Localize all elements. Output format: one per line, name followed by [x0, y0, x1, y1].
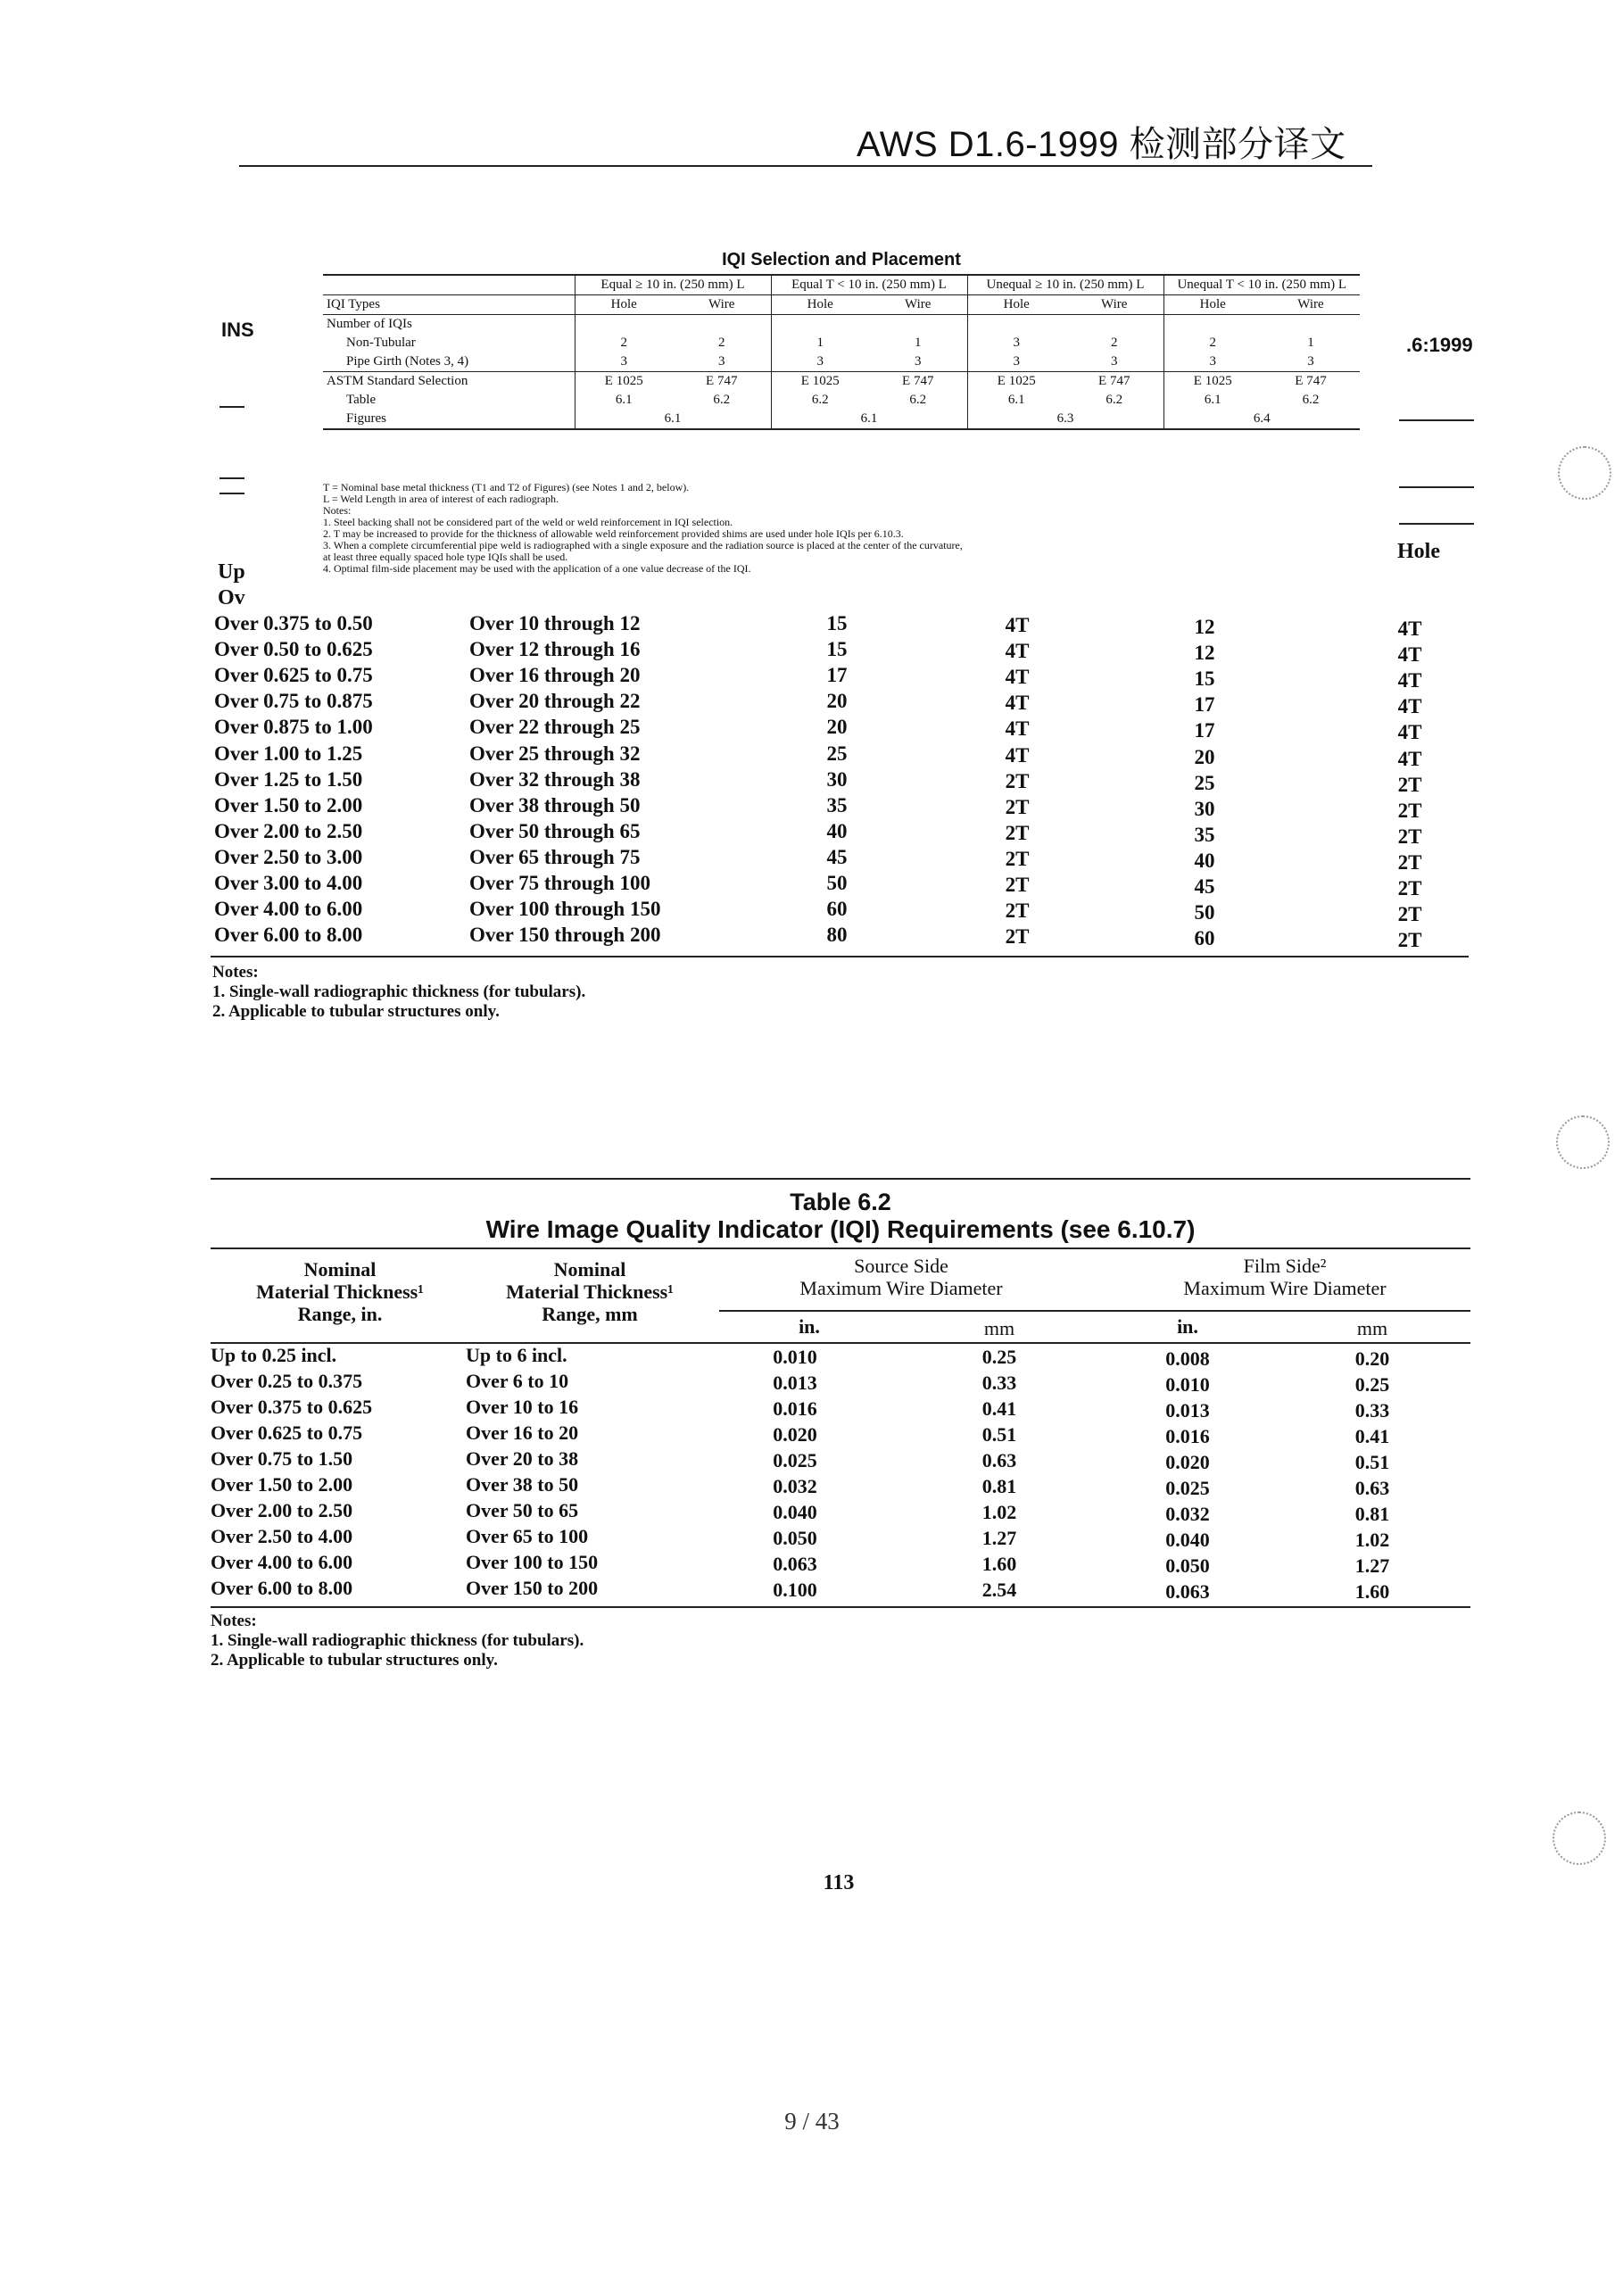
table-cell: Over 1.50 to 2.00 [211, 1473, 353, 1496]
margin-dash [1399, 523, 1474, 525]
iqi-caption: IQI Selection and Placement [722, 250, 961, 269]
table-cell: Over 0.625 to 0.75 [211, 1422, 363, 1444]
table-cell: 2T [1397, 799, 1422, 822]
iqi-subheader: Wire [905, 297, 932, 311]
margin-fragment-ov: Ov [218, 586, 245, 609]
table-cell: Over 6 to 10 [466, 1370, 569, 1392]
iqi-note: 1. Steel backing shall not be considered part of the weld or weld reinforcement in IQI selection. [323, 517, 733, 528]
unit-header: in. [799, 1315, 820, 1338]
iqi-note: 2. T may be increased to provide for the thickness of allowable weld reinforcement provided shims are used under hole IQIs per 6.10.3. [323, 528, 904, 540]
table-cell: Over 1.25 to 1.50 [214, 767, 363, 791]
table-cell: 17 [826, 664, 848, 687]
iqi-cell: E 1025 [967, 372, 1065, 392]
margin-fragment-ins: INS [221, 319, 254, 341]
iqi-cell: 6.2 [713, 393, 731, 407]
table-cell: 0.63 [981, 1449, 1017, 1471]
header-rule [239, 165, 1372, 167]
table-cell: Over 0.25 to 0.375 [211, 1370, 363, 1392]
iqi-subheader: Hole [967, 295, 1065, 315]
header-line: Range, mm [542, 1303, 638, 1325]
table-cell: Over 38 to 50 [466, 1473, 579, 1496]
iqi-cell: E 1025 [1163, 372, 1262, 392]
iqi-cell: 3 [967, 334, 1065, 352]
iqi-cell: E 1025 [771, 372, 869, 392]
iqi-row-label: Table [346, 393, 377, 407]
iqi-selection-table [323, 250, 1360, 430]
table-cell: 1.02 [1354, 1529, 1390, 1551]
iqi-cell: 3 [967, 352, 1065, 372]
iqi-cell: 2 [718, 336, 725, 350]
table-cell: 4T [1397, 695, 1422, 718]
table-cell: Over 0.50 to 0.625 [214, 638, 373, 661]
margin-fragment-hole: Hole [1397, 540, 1440, 563]
table-cell: 2T [1397, 850, 1422, 874]
table-cell: Up to 0.25 incl. [211, 1344, 337, 1366]
iqi-cell: 3 [575, 352, 673, 372]
iqi-cell: 2 [1163, 334, 1262, 352]
table-row [211, 1551, 1470, 1577]
table-cell: 0.020 [1165, 1451, 1210, 1473]
table-cell: Over 0.75 to 0.875 [214, 690, 373, 713]
table-cell: 0.032 [1165, 1503, 1210, 1525]
table-cell: Over 4.00 to 6.00 [214, 898, 363, 921]
table-cell: 2T [1005, 769, 1030, 792]
table-cell: 2T [1397, 903, 1422, 926]
table-cell: 25 [826, 742, 848, 765]
table-cell: 4T [1005, 640, 1030, 663]
table-row [214, 820, 1463, 846]
margin-dash [219, 477, 244, 479]
table-cell: 0.016 [1165, 1425, 1210, 1447]
iqi-cell: 1 [1307, 336, 1314, 350]
iqi-cell: 2 [575, 334, 673, 352]
table-cell: 4T [1005, 666, 1030, 689]
margin-fragment-up: Up [218, 560, 245, 584]
header-line: Source Side [854, 1255, 948, 1277]
table-cell: Over 65 to 100 [466, 1525, 589, 1547]
table-cell: Over 0.375 to 0.625 [211, 1396, 373, 1418]
table-cell: 0.025 [773, 1449, 817, 1471]
table-row [211, 1499, 1470, 1525]
table-row [214, 716, 1463, 742]
table-6-2-title-rule [211, 1247, 1470, 1249]
table-cell: Over 6.00 to 8.00 [211, 1577, 353, 1599]
header-line: Film Side² [1243, 1255, 1327, 1277]
table-cell: Over 4.00 to 6.00 [211, 1551, 353, 1573]
table-row [214, 872, 1463, 898]
table-cell: Over 2.00 to 2.50 [211, 1499, 353, 1521]
note-heading: Notes: [211, 1612, 257, 1630]
table-cell: Over 150 through 200 [469, 924, 661, 947]
table-cell: 0.050 [773, 1527, 817, 1549]
table-row [214, 664, 1463, 690]
table-row [214, 742, 1463, 768]
table-cell: 0.20 [1354, 1347, 1390, 1370]
table-cell: Over 25 through 32 [469, 742, 641, 765]
table-cell: Over 16 through 20 [469, 664, 641, 687]
table-cell: 0.050 [1165, 1554, 1210, 1577]
table-6-2-bottom-rule [211, 1606, 1470, 1608]
table-cell: Over 50 through 65 [469, 819, 641, 842]
table-cell: 35 [826, 793, 848, 816]
table-cell: 4T [1397, 721, 1422, 744]
iqi-cell: 6.2 [1105, 393, 1123, 407]
iqi-cell: 6.2 [1302, 393, 1320, 407]
table-cell: 0.63 [1354, 1477, 1390, 1499]
table-cell: 0.063 [773, 1553, 817, 1575]
iqi-subheader: Wire [708, 297, 735, 311]
table-cell: Over 0.75 to 1.50 [211, 1447, 353, 1470]
table-cell: 60 [826, 898, 848, 921]
margin-dash [1399, 419, 1474, 421]
table-cell: 4T [1397, 669, 1422, 692]
table-row [214, 690, 1463, 716]
table-row [214, 768, 1463, 794]
table-cell: 0.33 [981, 1372, 1017, 1394]
table-cell: Over 1.00 to 1.25 [214, 742, 363, 765]
note-item: 2. Applicable to tubular structures only. [211, 1651, 498, 1670]
table-row [211, 1344, 1470, 1370]
table-cell: 17 [1194, 693, 1215, 717]
table-cell: 2T [1397, 773, 1422, 796]
iqi-group-header: Equal T < 10 in. (250 mm) L [771, 275, 967, 295]
iqi-group-header: Unequal ≥ 10 in. (250 mm) L [967, 275, 1163, 295]
note-heading: Notes: [212, 963, 259, 982]
table-cell: 45 [1194, 875, 1215, 898]
table-cell: 17 [1194, 719, 1215, 742]
iqi-cell: E 747 [706, 374, 738, 388]
table-cell: 15 [826, 638, 848, 661]
table-cell: 50 [826, 872, 848, 894]
iqi-row-label: Figures [346, 411, 386, 426]
iqi-cell: 3 [1163, 352, 1262, 372]
table-cell: 12 [1194, 642, 1215, 665]
table-cell: 80 [826, 924, 848, 947]
table-cell: Over 2.50 to 4.00 [211, 1525, 353, 1547]
document-header-title: AWS D1.6-1999 检测部分译文 [857, 125, 1346, 164]
table-cell: 30 [826, 767, 848, 791]
table-cell: Over 75 through 100 [469, 872, 650, 894]
margin-dash [1399, 486, 1474, 488]
header-line: Material Thickness¹ [256, 1281, 424, 1303]
iqi-cell: 6.2 [771, 391, 869, 410]
table-cell: Over 1.50 to 2.00 [214, 793, 363, 816]
table-cell: 2T [1005, 795, 1030, 818]
iqi-cell: 6.1 [575, 410, 771, 429]
table-cell: 25 [1194, 771, 1215, 794]
iqi-cell: E 747 [1295, 374, 1327, 388]
margin-dash [219, 406, 244, 408]
iqi-note: Notes: [323, 505, 352, 517]
table-cell: 0.33 [1354, 1399, 1390, 1422]
table-cell: Over 150 to 200 [466, 1577, 599, 1599]
table-cell: 0.25 [981, 1346, 1017, 1368]
printed-page-number: 113 [823, 1871, 855, 1894]
table-cell: Over 20 through 22 [469, 690, 641, 713]
table-cell: Over 50 to 65 [466, 1499, 579, 1521]
table-cell: 0.100 [773, 1579, 817, 1601]
table-cell: 4T [1005, 614, 1030, 636]
table-cell: 0.016 [773, 1397, 817, 1420]
iqi-subheader: Wire [1297, 297, 1324, 311]
table-cell: 20 [826, 716, 848, 739]
table-row [214, 924, 1463, 952]
table-row [211, 1396, 1470, 1422]
margin-dash [219, 493, 244, 494]
table-cell: 0.025 [1165, 1477, 1210, 1499]
iqi-subheader: Hole [1163, 295, 1262, 315]
iqi-row-label: Non-Tubular [346, 336, 416, 350]
iqi-group-header: Unequal T < 10 in. (250 mm) L [1163, 275, 1360, 295]
iqi-cell: E 1025 [575, 372, 673, 392]
iqi-cell: 3 [915, 354, 922, 369]
table-cell: 4T [1397, 643, 1422, 667]
iqi-cell: 3 [1307, 354, 1314, 369]
iqi-cell: 6.1 [967, 391, 1065, 410]
table-row [211, 1577, 1470, 1603]
iqi-cell: 2 [1111, 336, 1118, 350]
table-row [214, 898, 1463, 924]
table-row [211, 1473, 1470, 1499]
table-cell: 0.010 [1165, 1373, 1210, 1396]
table-6-2-title: Wire Image Quality Indicator (IQI) Requirements (see 6.10.7) [485, 1215, 1196, 1243]
iqi-note: 4. Optimal film-side placement may be used with the application of a one value decrease of the IQI. [323, 563, 751, 575]
table-cell: 1.27 [1354, 1554, 1390, 1577]
iqi-cell: 3 [718, 354, 725, 369]
table-cell: 12 [1194, 616, 1215, 638]
iqi-cell: 6.1 [1163, 391, 1262, 410]
table-cell: 35 [1194, 823, 1215, 846]
table-cell: 0.013 [1165, 1399, 1210, 1422]
col-header-thickness-mm [460, 1258, 719, 1325]
iqi-cell: 3 [1111, 354, 1118, 369]
table-row [214, 846, 1463, 872]
table-cell: 4T [1005, 743, 1030, 767]
punch-hole-icon [1556, 1115, 1610, 1169]
col-header-thickness-in [211, 1258, 469, 1325]
table-cell: Over 0.625 to 0.75 [214, 664, 373, 687]
table-cell: 0.032 [773, 1475, 817, 1497]
table-cell: Over 100 to 150 [466, 1551, 599, 1573]
table-cell: 45 [826, 845, 848, 868]
table-cell: 4T [1005, 692, 1030, 715]
table-cell: 4T [1005, 717, 1030, 741]
table-cell: 2T [1005, 821, 1030, 844]
header-line: Maximum Wire Diameter [799, 1277, 1003, 1299]
iqi-row-label: IQI Types [327, 297, 380, 311]
iqi-subheader: Hole [771, 295, 869, 315]
iqi-note: T = Nominal base metal thickness (T1 and T2 of Figures) (see Notes 1 and 2, below). [323, 482, 690, 493]
table-cell: 4T [1397, 618, 1422, 640]
table-cell: 1.60 [1354, 1580, 1390, 1603]
table-cell: 0.51 [1354, 1451, 1390, 1473]
table-cell: 0.25 [1354, 1373, 1390, 1396]
table-cell: 2T [1397, 929, 1422, 952]
col-header-source-side [741, 1255, 1062, 1299]
table-cell: 0.013 [773, 1372, 817, 1394]
iqi-row-label: Pipe Girth (Notes 3, 4) [346, 354, 469, 369]
table-cell: Over 100 through 150 [469, 898, 661, 921]
table-cell: Over 16 to 20 [466, 1422, 579, 1444]
header-line: Nominal [303, 1258, 377, 1281]
table-6-2-notes [211, 1612, 584, 1670]
unit-header: in. [1177, 1315, 1198, 1338]
table-cell: 20 [826, 690, 848, 713]
table-cell: Over 38 through 50 [469, 793, 641, 816]
table-cell: 15 [826, 612, 848, 634]
iqi-cell: 1 [915, 336, 922, 350]
table-cell: 60 [1194, 927, 1215, 950]
table-cell: 0.41 [981, 1397, 1017, 1420]
table-cell: Over 6.00 to 8.00 [214, 924, 363, 947]
punch-hole-icon [1553, 1811, 1606, 1865]
table-cell: 40 [826, 819, 848, 842]
table-cell: 0.008 [1165, 1347, 1210, 1370]
table-cell: Over 0.375 to 0.50 [214, 612, 373, 634]
iqi-cell: 3 [771, 352, 869, 372]
iqi-notes [323, 482, 1376, 575]
iqi-cell: E 747 [1098, 374, 1130, 388]
punch-hole-icon [1558, 446, 1611, 500]
iqi-row-label: ASTM Standard Selection [327, 374, 468, 388]
note-item: 2. Applicable to tubular structures only. [212, 1002, 500, 1021]
table-row [214, 638, 1463, 667]
note-item: 1. Single-wall radiographic thickness (for tubulars). [211, 1631, 584, 1650]
iqi-cell: 6.1 [771, 410, 967, 429]
iqi-note: L = Weld Length in area of interest of each radiograph. [323, 493, 559, 505]
iqi-row-label: Number of IQIs [327, 317, 412, 331]
table-cell: 2T [1397, 825, 1422, 848]
table-cell: 1.60 [981, 1553, 1017, 1575]
table-cell: 4T [1397, 747, 1422, 770]
table-cell: 0.010 [773, 1346, 817, 1368]
header-line: Range, in. [297, 1303, 383, 1325]
iqi-note: 3. When a complete circumferential pipe weld is radiographed with a single exposure and the radiation source is placed at the center of the curvature, [323, 540, 963, 551]
table-cell: 15 [1194, 667, 1215, 691]
table-cell: 2T [1005, 847, 1030, 870]
table-cell: Over 12 through 16 [469, 638, 641, 661]
table-cell: 50 [1194, 901, 1215, 924]
table-cell: 20 [1194, 745, 1215, 768]
table-cell: Over 10 to 16 [466, 1396, 579, 1418]
table-cell: Over 32 through 38 [469, 767, 641, 791]
table-row [211, 1370, 1470, 1396]
table-cell: 1.27 [981, 1527, 1017, 1549]
table-cell: Up to 6 incl. [466, 1344, 567, 1366]
pdf-page-indicator: 9 / 43 [784, 2108, 840, 2134]
table-row [211, 1422, 1470, 1447]
table-row [211, 1447, 1470, 1473]
table-cell: 0.51 [981, 1423, 1017, 1446]
unit-header: mm [983, 1317, 1015, 1339]
table-cell: 2T [1005, 899, 1030, 923]
table-row [214, 612, 1463, 638]
table-cell: 2.54 [981, 1579, 1017, 1601]
iqi-cell: 6.4 [1163, 410, 1360, 429]
table-cell: Over 20 to 38 [466, 1447, 579, 1470]
iqi-cell: E 747 [902, 374, 934, 388]
iqi-cell: 1 [771, 334, 869, 352]
table-cell: 2T [1397, 877, 1422, 899]
table-cell: 0.040 [773, 1501, 817, 1523]
iqi-subheader: Wire [1101, 297, 1128, 311]
table-cell: 2T [1005, 925, 1030, 949]
table-cell: Over 10 through 12 [469, 612, 641, 634]
header-line: Nominal [553, 1258, 626, 1281]
table-cell: Over 22 through 25 [469, 716, 641, 739]
table-cell: Over 0.875 to 1.00 [214, 716, 373, 739]
table-cell: 0.063 [1165, 1580, 1210, 1603]
table-cell: Over 2.50 to 3.00 [214, 845, 363, 868]
table-6-2-top-rule [211, 1178, 1470, 1180]
table-cell: Over 65 through 75 [469, 845, 641, 868]
table-cell: 1.02 [981, 1501, 1017, 1523]
table-cell: 0.81 [1354, 1503, 1390, 1525]
table-cell: 0.81 [981, 1475, 1017, 1497]
iqi-grid [323, 274, 1360, 430]
col-header-film-side [1124, 1255, 1445, 1299]
iqi-group-header: Equal ≥ 10 in. (250 mm) L [575, 275, 771, 295]
unit-header-rule [719, 1310, 1470, 1312]
unit-header: mm [1356, 1317, 1388, 1339]
table-row [214, 794, 1463, 820]
table-cell: 0.040 [1165, 1529, 1210, 1551]
iqi-cell: 6.1 [575, 391, 673, 410]
header-line: Material Thickness¹ [506, 1281, 674, 1303]
margin-fragment-ratio: .6:1999 [1406, 334, 1473, 356]
table-6-1-bottom-rule [211, 956, 1469, 957]
table-6-2-label: Table 6.2 [790, 1189, 891, 1215]
iqi-cell: 6.3 [967, 410, 1163, 429]
iqi-cell: 6.2 [909, 393, 927, 407]
table-cell: Over 3.00 to 4.00 [214, 872, 363, 894]
iqi-note: at least three equally spaced hole type IQIs shall be used. [323, 551, 568, 563]
table-row [211, 1525, 1470, 1551]
table-cell: 30 [1194, 797, 1215, 820]
table-cell: 0.41 [1354, 1425, 1390, 1447]
header-line: Maximum Wire Diameter [1183, 1277, 1387, 1299]
note-item: 1. Single-wall radiographic thickness (for tubulars). [212, 982, 586, 1001]
table-cell: Over 2.00 to 2.50 [214, 819, 363, 842]
table-6-1-notes [212, 963, 585, 1022]
iqi-subheader: Hole [575, 295, 673, 315]
table-cell: 2T [1005, 874, 1030, 896]
table-cell: 0.020 [773, 1423, 817, 1446]
table-cell: 40 [1194, 849, 1215, 872]
